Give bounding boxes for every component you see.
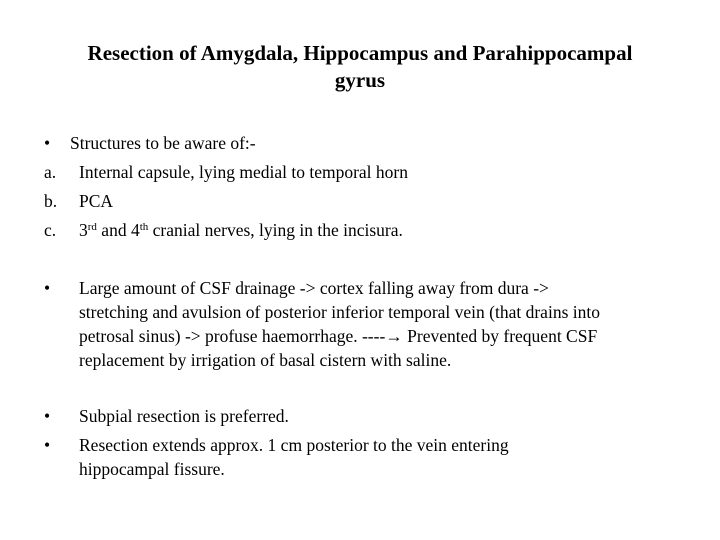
list-item-a — [44, 160, 684, 184]
bullet-line: Resection extends approx. 1 cm posterior to the vein entering — [79, 435, 509, 455]
list-marker: a. — [44, 162, 57, 182]
intro-text: Structures to be aware of:- — [70, 133, 256, 153]
list-item-c — [44, 218, 684, 242]
bullet-text — [79, 276, 684, 372]
intro-item — [44, 131, 684, 155]
bullet-marker: • — [44, 278, 51, 298]
list-item-text — [79, 218, 684, 242]
bullet-point-subpial — [44, 404, 684, 428]
conjunction: and — [101, 220, 127, 240]
title-line-2: gyrus — [334, 68, 386, 92]
ordinal-number: 4 — [130, 220, 140, 240]
ordinal-suffix: rd — [87, 221, 97, 233]
bullet-marker: • — [44, 133, 51, 153]
list-item-b — [44, 189, 684, 213]
bullet-line: petrosal sinus) -> profuse haemorrhage. ----→ Prevented by frequent CSF — [79, 326, 598, 346]
bullet-line: stretching and avulsion of posterior inferior temporal vein (that drains into — [79, 302, 600, 322]
list-marker: c. — [44, 220, 57, 240]
bullet-point-csf — [44, 276, 684, 372]
bullet-point-resection — [44, 433, 684, 481]
bullet-line: hippocampal fissure. — [79, 459, 225, 479]
list-item-text: PCA — [79, 191, 114, 211]
bullet-line: Subpial resection is preferred. — [79, 406, 289, 426]
ordinal-number: 3 — [79, 220, 88, 240]
title-line-1: Resection of Amygdala, Hippocampus and Parahippocampal — [87, 41, 633, 65]
list-item-rest: cranial nerves, lying in the incisura. — [152, 220, 403, 240]
bullet-line: Large amount of CSF drainage -> cortex falling away from dura -> — [79, 278, 549, 298]
slide-title — [36, 40, 684, 94]
list-item-text: Internal capsule, lying medial to temporal horn — [79, 162, 408, 182]
list-marker: b. — [44, 191, 58, 211]
bullet-marker: • — [44, 406, 51, 426]
bullet-line: replacement by irrigation of basal cistern with saline. — [79, 350, 452, 370]
bullet-marker: • — [44, 435, 51, 455]
bullet-text — [79, 404, 684, 428]
ordinal-suffix: th — [139, 221, 149, 233]
bullet-text — [79, 433, 684, 481]
